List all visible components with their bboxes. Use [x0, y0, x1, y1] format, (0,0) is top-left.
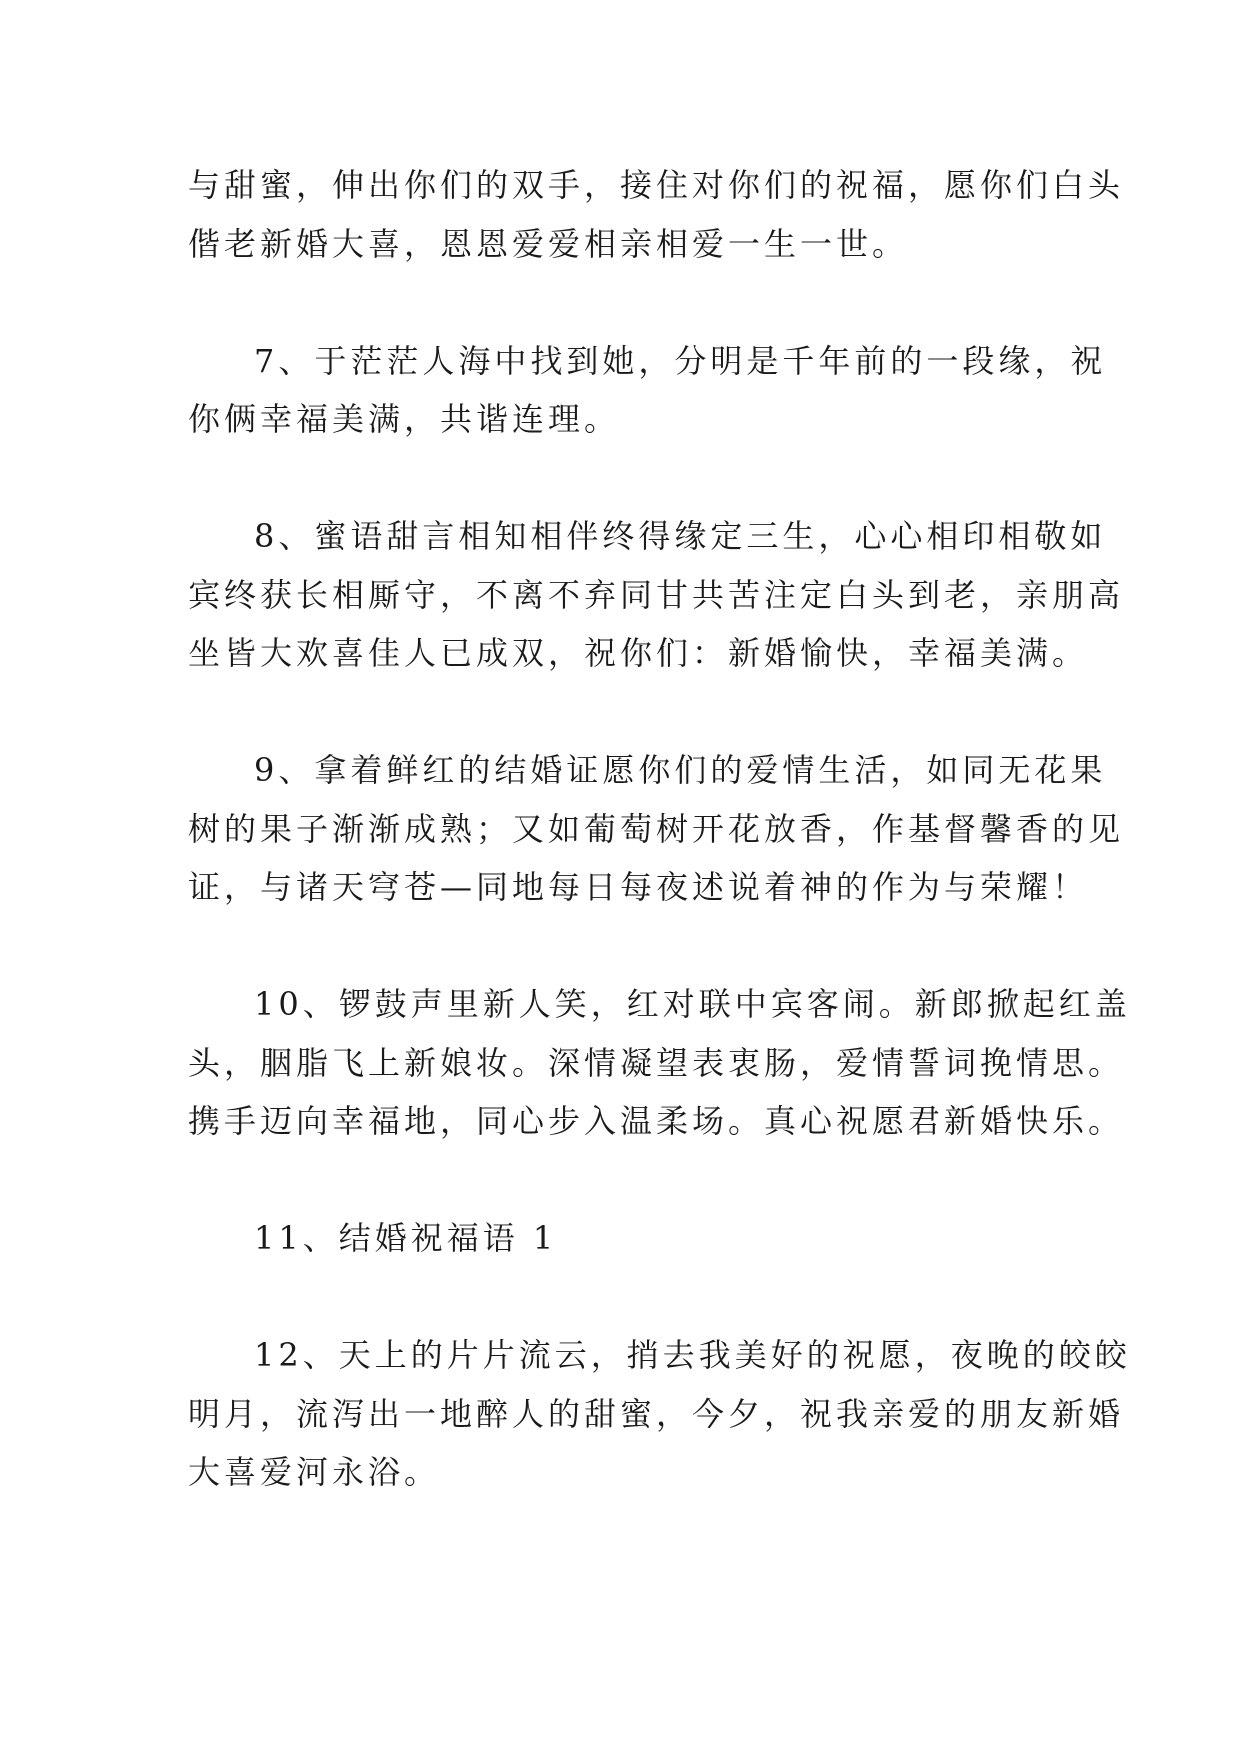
paragraph-6-continued	[188, 156, 1125, 273]
text-line: 头，胭脂飞上新娘妆。深情凝望表衷肠，爱情誓词挽情思。	[188, 1043, 1125, 1082]
text-line: 11、结婚祝福语 1	[254, 1219, 558, 1257]
text-line: 7、于茫茫人海中找到她，分明是千年前的一段缘，祝	[254, 341, 1107, 380]
paragraph-12	[188, 1326, 1131, 1502]
paragraph-9	[188, 741, 1125, 917]
document-body	[188, 156, 1131, 1560]
text-line: 携手迈向幸福地，同心步入温柔场。真心祝愿君新婚快乐。	[188, 1102, 1125, 1140]
text-line: 证，与诸天穹苍—同地每日每夜述说着神的作为与荣耀！	[188, 868, 1089, 906]
text-line: 12、天上的片片流云，捎去我美好的祝愿，夜晚的皎皎	[254, 1336, 1131, 1374]
text-line: 偕老新婚大喜，恩恩爱爱相亲相爱一生一世。	[188, 224, 909, 263]
paragraph-11	[188, 1209, 1068, 1268]
text-line: 10、锣鼓声里新人笑，红对联中宾客闹。新郎掀起红盖	[254, 985, 1131, 1023]
paragraph-10	[188, 975, 1131, 1151]
paragraph-8	[188, 507, 1125, 683]
text-line: 大喜爱河永浴。	[188, 1453, 441, 1491]
text-line: 8、蜜语甜言相知相伴终得缘定三生，心心相印相敬如	[254, 517, 1107, 555]
text-line: 宾终获长相厮守，不离不弃同甘共苦注定白头到老，亲朋高	[188, 575, 1125, 614]
text-line: 与甜蜜，伸出你们的双手，接住对你们的祝福，愿你们白头	[188, 166, 1125, 204]
text-line: 坐皆大欢喜佳人已成双，祝你们：新婚愉快，幸福美满。	[188, 634, 1089, 672]
text-line: 树的果子渐渐成熟；又如葡萄树开花放香，作基督馨香的见	[188, 809, 1125, 848]
text-line: 明月，流泻出一地醉人的甜蜜，今夕，祝我亲爱的朋友新婚	[188, 1394, 1125, 1433]
text-line: 你俩幸福美满，共谐连理。	[188, 400, 621, 438]
paragraph-7	[188, 332, 1107, 449]
text-line: 9、拿着鲜红的结婚证愿你们的爱情生活，如同无花果	[254, 751, 1107, 789]
